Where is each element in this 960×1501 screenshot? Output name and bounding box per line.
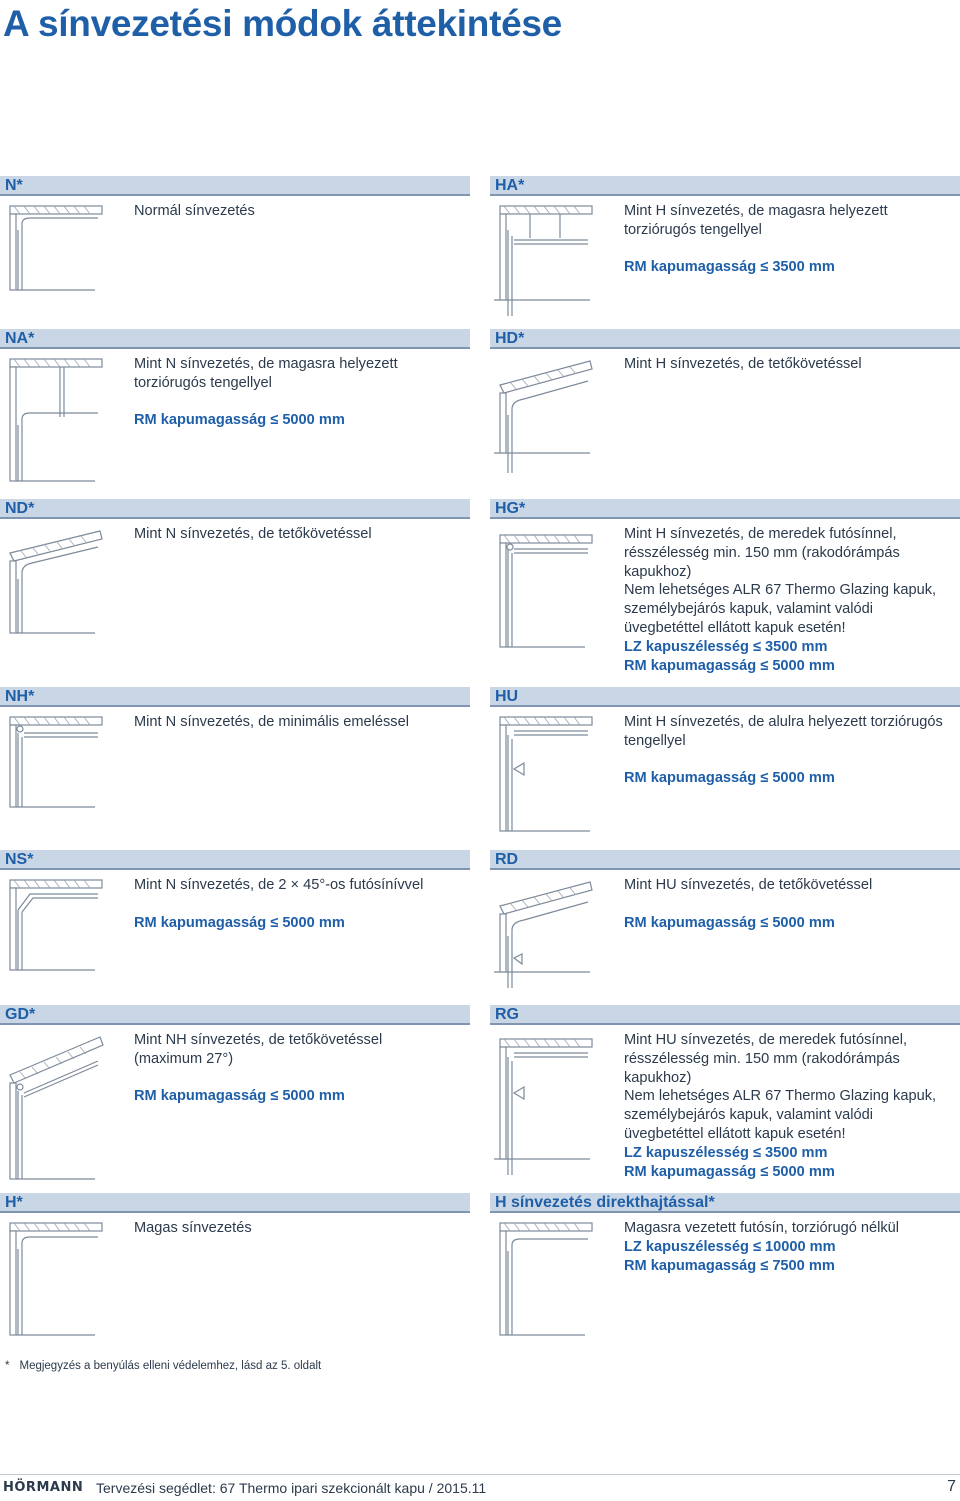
section-description xyxy=(134,202,464,221)
footnote-marker: * xyxy=(5,1360,10,1372)
section-ns xyxy=(0,850,470,980)
section-label: HA* xyxy=(490,176,960,196)
description-line: Magasra vezetett futósín, torziórugó nélkül xyxy=(624,1220,899,1236)
section-description xyxy=(134,1219,464,1238)
track-diagram-rg xyxy=(490,1029,600,1177)
description-line: Mint HU sínvezetés, de tetőkövetéssel xyxy=(624,877,873,893)
track-diagram-gd xyxy=(0,1029,110,1185)
footnote-text: Megjegyzés a benyúlás elleni védelemhez, lásd az 5. oldalt xyxy=(19,1360,322,1372)
description-line: Mint N sínvezetés, de tetőkövetéssel xyxy=(134,526,372,542)
description-line: tengellyel xyxy=(624,732,686,749)
page-footer xyxy=(0,1474,960,1500)
spec-line: LZ kapuszélesség ≤ 3500 mm xyxy=(624,1144,828,1161)
section-description xyxy=(624,202,954,277)
section-description xyxy=(624,713,954,788)
description-line: Mint HU sínvezetés, de meredek futósínnel, xyxy=(624,1032,908,1048)
footnote xyxy=(5,1360,321,1372)
description-line: Mint N sínvezetés, de 2 × 45°-os futósínívvel xyxy=(134,877,424,893)
track-diagram-n xyxy=(0,200,110,296)
section-description xyxy=(134,876,464,932)
description-line: személybejárós kapuk, valamint valódi xyxy=(624,1107,874,1124)
description-line: torziórugós tengellyel xyxy=(134,374,272,391)
description-line: Magas sínvezetés xyxy=(134,1220,252,1236)
section-description xyxy=(624,355,954,374)
section-label: H* xyxy=(0,1193,470,1213)
track-diagram-nd xyxy=(0,523,110,637)
footer-divider xyxy=(0,1474,960,1475)
section-label: NA* xyxy=(0,329,470,349)
section-h-direct-drive xyxy=(490,1193,960,1343)
section-description xyxy=(624,876,954,932)
spec-line: RM kapumagasság ≤ 3500 mm xyxy=(624,259,835,276)
track-diagram-ns xyxy=(0,874,110,974)
description-line: Mint H sínvezetés, de meredek futósínnel, xyxy=(624,526,897,542)
section-label: GD* xyxy=(0,1005,470,1025)
description-line: résszélesség min. 150 mm (rakodórámpás xyxy=(624,544,900,561)
description-line: Nem lehetséges ALR 67 Thermo Glazing kapuk, xyxy=(624,582,937,599)
footer-text: Tervezési segédlet: 67 Thermo ipari szekcionált kapu / 2015.11 xyxy=(96,1480,487,1496)
description-line: résszélesség min. 150 mm (rakodórámpás xyxy=(624,1050,900,1067)
description-line: Mint NH sínvezetés, de tetőkövetéssel xyxy=(134,1032,383,1048)
section-na xyxy=(0,329,470,489)
section-description xyxy=(134,355,464,430)
section-hd xyxy=(490,329,960,479)
description-line: torziórugós tengellyel xyxy=(624,221,762,238)
section-description xyxy=(624,525,954,675)
section-label: RD xyxy=(490,850,960,870)
section-label: HG* xyxy=(490,499,960,519)
section-label: NS* xyxy=(0,850,470,870)
section-label: ND* xyxy=(0,499,470,519)
spec-line: RM kapumagasság ≤ 5000 mm xyxy=(624,770,835,787)
description-line: kapukhoz) xyxy=(624,563,692,580)
spec-line: RM kapumagasság ≤ 5000 mm xyxy=(134,412,345,429)
description-line: Normál sínvezetés xyxy=(134,203,255,219)
section-description xyxy=(624,1031,954,1181)
section-nd xyxy=(0,499,470,639)
section-ha xyxy=(490,176,960,321)
section-n xyxy=(0,176,470,296)
track-diagram-hd xyxy=(490,353,600,475)
section-label: H sínvezetés direkthajtással* xyxy=(490,1193,960,1213)
section-rg xyxy=(490,1005,960,1185)
section-label: NH* xyxy=(0,687,470,707)
spec-line: RM kapumagasság ≤ 5000 mm xyxy=(134,914,345,931)
spec-line: LZ kapuszélesség ≤ 10000 mm xyxy=(624,1238,836,1255)
section-description xyxy=(134,525,464,544)
spec-line: LZ kapuszélesség ≤ 3500 mm xyxy=(624,638,828,655)
track-diagram-ha xyxy=(490,200,600,318)
track-diagram-hg xyxy=(490,523,600,651)
description-line: Mint H sínvezetés, de tetőkövetéssel xyxy=(624,356,862,372)
section-gd xyxy=(0,1005,470,1185)
track-diagram-na xyxy=(0,353,110,485)
page-title: A sínvezetési módok áttekintése xyxy=(3,3,562,44)
track-diagram-nh xyxy=(0,711,110,811)
page-number: 7 xyxy=(947,1478,956,1495)
section-h xyxy=(0,1193,470,1343)
brand-logo: HÖRMANN xyxy=(3,1480,84,1495)
section-nh xyxy=(0,687,470,817)
description-line: Mint N sínvezetés, de minimális emeléssel xyxy=(134,714,409,730)
section-label: HD* xyxy=(490,329,960,349)
spec-line: RM kapumagasság ≤ 5000 mm xyxy=(134,1088,345,1105)
section-label: RG xyxy=(490,1005,960,1025)
description-line: üvegbetéttel ellátott kapuk esetén! xyxy=(624,619,846,636)
section-rd xyxy=(490,850,960,995)
description-line: Mint H sínvezetés, de alulra helyezett torziórugós xyxy=(624,714,943,730)
spec-line: RM kapumagasság ≤ 5000 mm xyxy=(624,914,835,931)
section-hg xyxy=(490,499,960,679)
track-diagram-rd xyxy=(490,874,600,990)
description-line: Mint N sínvezetés, de magasra helyezett xyxy=(134,356,398,372)
section-hu xyxy=(490,687,960,837)
section-description xyxy=(134,713,464,732)
track-diagram-h-direct-drive xyxy=(490,1217,600,1339)
section-label: HU xyxy=(490,687,960,707)
description-line: kapukhoz) xyxy=(624,1069,692,1086)
track-diagram-hu xyxy=(490,711,600,835)
description-line: üvegbetéttel ellátott kapuk esetén! xyxy=(624,1125,846,1142)
spec-line: RM kapumagasság ≤ 5000 mm xyxy=(624,1163,835,1180)
description-line: Nem lehetséges ALR 67 Thermo Glazing kapuk, xyxy=(624,1088,937,1105)
section-description xyxy=(134,1031,464,1106)
section-label: N* xyxy=(0,176,470,196)
description-line: Mint H sínvezetés, de magasra helyezett xyxy=(624,203,888,219)
spec-line: RM kapumagasság ≤ 7500 mm xyxy=(624,1257,835,1274)
spec-line: RM kapumagasság ≤ 5000 mm xyxy=(624,657,835,674)
description-line: (maximum 27°) xyxy=(134,1050,234,1067)
track-diagram-h xyxy=(0,1217,110,1339)
description-line: személybejárós kapuk, valamint valódi xyxy=(624,601,874,618)
section-description xyxy=(624,1219,954,1275)
